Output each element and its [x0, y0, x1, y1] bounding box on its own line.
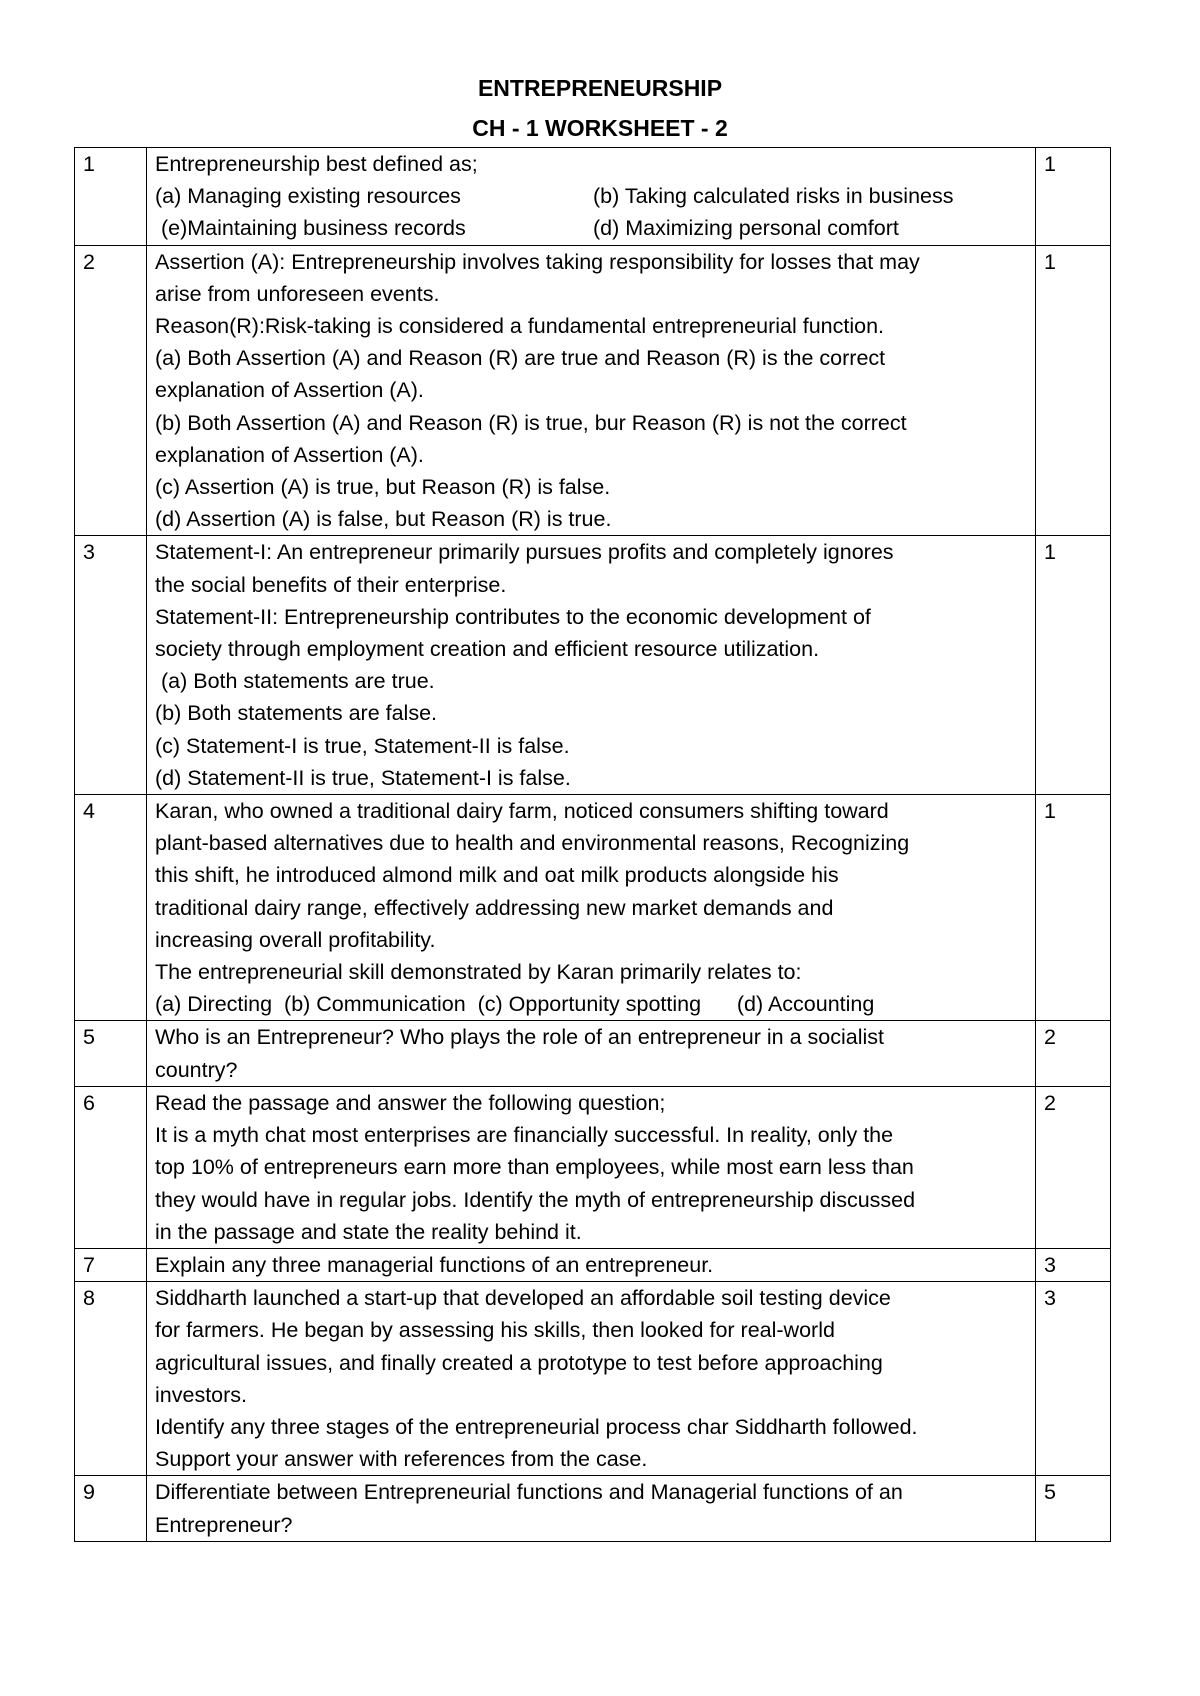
- question-text: [147, 1282, 1036, 1476]
- question-number: 9: [75, 1476, 147, 1541]
- question-row: [75, 1086, 1111, 1248]
- question-line: Statement-II: Entrepreneurship contributes to the economic development of: [155, 604, 871, 629]
- question-line: in the passage and state the reality behind it.: [155, 1219, 582, 1244]
- option-b: (b) Taking calculated risks in business: [593, 184, 954, 209]
- question-line: The entrepreneurial skill demonstrated by Karan primarily relates to:: [155, 960, 802, 985]
- question-text: [147, 245, 1036, 536]
- question-number: 2: [75, 245, 147, 536]
- question-number: 8: [75, 1282, 147, 1476]
- question-row: [75, 148, 1111, 246]
- question-line: they would have in regular jobs. Identify the myth of entrepreneurship discussed: [155, 1187, 916, 1212]
- question-marks: 1: [1036, 148, 1111, 246]
- question-line: society through employment creation and efficient resource utilization.: [155, 637, 820, 662]
- question-line: Differentiate between Entrepreneurial functions and Managerial functions of an: [155, 1480, 903, 1505]
- questions-table: [74, 147, 1111, 1542]
- question-marks: 5: [1036, 1476, 1111, 1541]
- question-marks: 1: [1036, 795, 1111, 1021]
- question-number: 1: [75, 148, 147, 246]
- question-text: [147, 148, 1036, 246]
- question-marks: 2: [1036, 1086, 1111, 1248]
- question-line: (a) Both statements are true.: [155, 669, 435, 694]
- worksheet-title: ENTREPRENEURSHIP: [477, 75, 723, 101]
- question-marks: 3: [1036, 1282, 1111, 1476]
- question-marks: 1: [1036, 536, 1111, 795]
- question-number: 3: [75, 536, 147, 795]
- option-row: (a) Directing (b) Communication (c) Opportunity spotting (d) Accounting: [155, 992, 875, 1017]
- option-grid: [155, 180, 1029, 244]
- question-marks: 2: [1036, 1021, 1111, 1086]
- question-text: [147, 795, 1036, 1021]
- question-line: explanation of Assertion (A).: [155, 378, 424, 403]
- question-row: [75, 795, 1111, 1021]
- question-line: traditional dairy range, effectively addressing new market demands and: [155, 895, 834, 920]
- question-number: 5: [75, 1021, 147, 1086]
- question-text: [147, 1248, 1036, 1281]
- question-text: [147, 536, 1036, 795]
- question-line: Support your answer with references from the case.: [155, 1447, 648, 1472]
- question-line: Siddharth launched a start-up that developed an affordable soil testing device: [155, 1286, 891, 1311]
- question-row: [75, 536, 1111, 795]
- question-row: [75, 1282, 1111, 1476]
- question-line: Entrepreneurship best defined as;: [155, 152, 478, 176]
- question-number: 7: [75, 1248, 147, 1281]
- question-line: for farmers. He began by assessing his skills, then looked for real-world: [155, 1318, 835, 1343]
- question-line: (a) Both Assertion (A) and Reason (R) are true and Reason (R) is the correct: [155, 346, 886, 371]
- question-line: Explain any three managerial functions of an entrepreneur.: [155, 1252, 714, 1277]
- question-line: arise from unforeseen events.: [155, 281, 440, 306]
- question-line: explanation of Assertion (A).: [155, 442, 424, 467]
- question-line: plant-based alternatives due to health and environmental reasons, Recognizing: [155, 831, 910, 856]
- question-line: agricultural issues, and finally created a prototype to test before approaching: [155, 1350, 883, 1375]
- question-line: increasing overall profitability.: [155, 927, 436, 952]
- question-line: Assertion (A): Entrepreneurship involves taking responsibility for losses that may: [155, 249, 920, 274]
- option-a: (a) Managing existing resources: [155, 184, 461, 209]
- question-line: Karan, who owned a traditional dairy farm, noticed consumers shifting toward: [155, 799, 889, 824]
- question-row: [75, 1248, 1111, 1281]
- question-line: Entrepreneur?: [155, 1512, 293, 1537]
- question-number: 6: [75, 1086, 147, 1248]
- question-text: [147, 1021, 1036, 1086]
- question-line: Reason(R):Risk-taking is considered a fundamental entrepreneurial function.: [155, 314, 884, 339]
- question-line: top 10% of entrepreneurs earn more than employees, while most earn less than: [155, 1155, 914, 1180]
- option-d: (d) Maximizing personal comfort: [593, 216, 899, 241]
- question-row: [75, 1021, 1111, 1086]
- question-marks: 1: [1036, 245, 1111, 536]
- question-line: (d) Statement-II is true, Statement-I is false.: [155, 765, 571, 790]
- question-line: this shift, he introduced almond milk and oat milk products alongside his: [155, 863, 839, 888]
- question-line: Who is an Entrepreneur? Who plays the role of an entrepreneur in a socialist: [155, 1025, 885, 1050]
- question-line: (b) Both Assertion (A) and Reason (R) is true, bur Reason (R) is not the correct: [155, 410, 907, 435]
- question-row: [75, 1476, 1111, 1541]
- question-line: It is a myth chat most enterprises are financially successful. In reality, only the: [155, 1123, 894, 1148]
- question-line: (d) Assertion (A) is false, but Reason (R) is true.: [155, 507, 612, 532]
- question-line: the social benefits of their enterprise.: [155, 572, 507, 597]
- option-e: (e)Maintaining business records: [155, 216, 466, 241]
- question-line: Read the passage and answer the following question;: [155, 1090, 666, 1115]
- question-text: [147, 1086, 1036, 1248]
- question-line: (c) Statement-I is true, Statement-II is false.: [155, 733, 570, 758]
- question-line: Statement-I: An entrepreneur primarily pursues profits and completely ignores: [155, 540, 894, 565]
- question-line: (c) Assertion (A) is true, but Reason (R) is false.: [155, 475, 611, 500]
- question-line: (b) Both statements are false.: [155, 701, 438, 726]
- question-line: country?: [155, 1057, 238, 1082]
- question-text: [147, 1476, 1036, 1541]
- question-number: 4: [75, 795, 147, 1021]
- question-line: Identify any three stages of the entrepreneurial process char Siddharth followed.: [155, 1414, 918, 1439]
- question-marks: 3: [1036, 1248, 1111, 1281]
- question-row: [75, 245, 1111, 536]
- question-line: investors.: [155, 1382, 248, 1407]
- worksheet-subtitle: CH - 1 WORKSHEET - 2: [472, 115, 728, 141]
